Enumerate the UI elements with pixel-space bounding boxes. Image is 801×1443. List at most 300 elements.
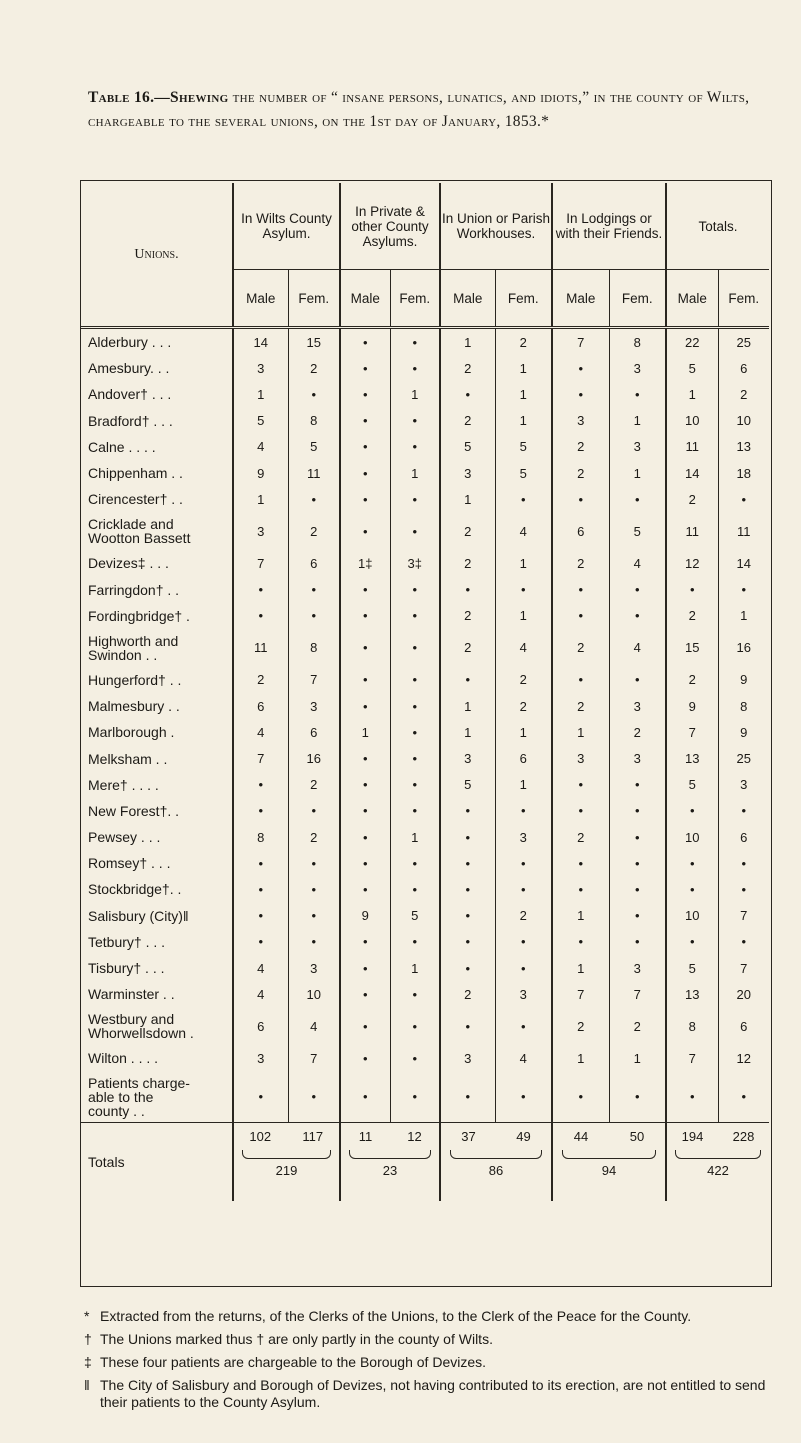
table-cell: 9 (718, 667, 769, 693)
total-pair (233, 1122, 340, 1201)
table-cell: 2 (552, 629, 609, 667)
table-row (81, 850, 769, 876)
table-cell: • (666, 577, 718, 603)
table-row (81, 693, 769, 719)
table-cell: 2 (440, 355, 495, 381)
table-cell: 8 (666, 1007, 718, 1045)
table-cell: 10 (288, 981, 340, 1007)
table-row (81, 1072, 769, 1123)
table-cell: 8 (288, 629, 340, 667)
table-cell: • (390, 1072, 440, 1123)
table-cell: • (495, 955, 552, 981)
table-cell: 5 (609, 512, 666, 550)
table-cell: 9 (233, 460, 288, 486)
union-name-line: Marlborough . (88, 724, 175, 741)
table-row (81, 408, 769, 434)
total-sum: 219 (275, 1162, 298, 1178)
union-name-line: New Forest†. . (88, 802, 180, 819)
union-name-line: Wootton Bassett (88, 530, 191, 547)
male-subheader: Male (440, 270, 495, 328)
table-cell: 1 (552, 719, 609, 745)
union-name-line: Fordingbridge† . (88, 607, 190, 624)
table-cell: • (666, 1072, 718, 1123)
table-cell: 2 (552, 1007, 609, 1045)
table-cell: 6 (718, 1007, 769, 1045)
table-cell: • (609, 903, 666, 929)
table-cell: 1 (552, 1045, 609, 1071)
table-cell: • (233, 929, 288, 955)
table-cell: • (340, 408, 390, 434)
total-sum: 422 (707, 1162, 729, 1178)
table-cell: 5 (440, 434, 495, 460)
table-cell: 3 (233, 1045, 288, 1071)
table-cell: • (340, 745, 390, 771)
table-cell: • (609, 486, 666, 512)
table-cell: 3 (440, 460, 495, 486)
table-cell: • (390, 719, 440, 745)
table-cell: • (390, 693, 440, 719)
table-cell: • (495, 577, 552, 603)
table-cell: 3 (552, 745, 609, 771)
table-cell: 5 (666, 772, 718, 798)
table-cell: 2 (288, 512, 340, 550)
union-name (81, 981, 233, 1007)
table-cell: 5 (495, 460, 552, 486)
table-cell: • (552, 876, 609, 902)
table-cell: • (233, 1072, 288, 1123)
table-cell: 3 (609, 745, 666, 771)
table-cell: 6 (288, 550, 340, 576)
table-cell: 11 (718, 512, 769, 550)
union-name-line: Andover† . . . (88, 386, 172, 403)
table-cell: 7 (666, 1045, 718, 1071)
union-name-line: Stockbridge†. . (88, 881, 182, 898)
table-cell: • (440, 798, 495, 824)
table-cell: • (440, 824, 495, 850)
table-cell: • (340, 1007, 390, 1045)
table-cell: 15 (288, 328, 340, 356)
table-cell: • (233, 603, 288, 629)
table-cell: • (609, 1072, 666, 1123)
table-cell: • (718, 1072, 769, 1123)
table-cell: • (288, 876, 340, 902)
union-name-line: Pewsey . . . (88, 829, 161, 846)
table-cell: 14 (666, 460, 718, 486)
table-cell: • (609, 876, 666, 902)
footnote-mark: ‖ (84, 1377, 90, 1393)
table-cell: • (340, 693, 390, 719)
table-cell: • (340, 850, 390, 876)
table-cell: 3 (440, 1045, 495, 1071)
table-cell: 3‡ (390, 550, 440, 576)
table-cell: • (718, 876, 769, 902)
table-cell: 1 (233, 486, 288, 512)
union-name-line: Bradford† . . . (88, 412, 173, 429)
totals-label: Totals (88, 1153, 125, 1170)
union-name (81, 629, 233, 667)
union-name (81, 550, 233, 576)
table-cell: • (495, 1007, 552, 1045)
union-name-line: Devizes‡ . . . (88, 555, 169, 572)
table-cell: • (390, 876, 440, 902)
table-cell: • (288, 577, 340, 603)
table-cell: 2 (495, 903, 552, 929)
table-cell: • (552, 1072, 609, 1123)
table-cell: • (288, 603, 340, 629)
table-row (81, 719, 769, 745)
table-cell: 9 (718, 719, 769, 745)
table-cell: • (440, 577, 495, 603)
union-name-line: Patients charge- (88, 1074, 190, 1091)
table-cell: 10 (718, 408, 769, 434)
table-cell: 25 (718, 745, 769, 771)
footnote-mark: * (84, 1308, 90, 1324)
table-cell: 5 (666, 355, 718, 381)
table-cell: 1 (340, 719, 390, 745)
union-name-line: Westbury and (88, 1011, 175, 1028)
table-cell: 10 (666, 824, 718, 850)
table-cell: 5 (666, 955, 718, 981)
table-cell: 6 (718, 824, 769, 850)
table-cell: 3 (609, 434, 666, 460)
table-cell: • (552, 577, 609, 603)
table-cell: • (440, 903, 495, 929)
male-subheader: Male (340, 270, 390, 328)
union-name-line: Highworth and (88, 632, 179, 649)
table-cell: • (666, 850, 718, 876)
union-name (81, 381, 233, 407)
table-cell: 6 (288, 719, 340, 745)
table-cell: 1 (552, 903, 609, 929)
table-cell: • (552, 381, 609, 407)
table-cell: 9 (340, 903, 390, 929)
table-cell: 11 (666, 512, 718, 550)
table-row (81, 1045, 769, 1071)
table-cell: • (552, 772, 609, 798)
table-cell: • (390, 1045, 440, 1071)
table-cell: • (390, 328, 440, 356)
table-cell: 11 (288, 460, 340, 486)
table-cell: • (390, 355, 440, 381)
table-cell: • (609, 772, 666, 798)
group-header-workhouses: In Union or Parish Workhouses. (440, 183, 552, 270)
table-cell: 8 (609, 328, 666, 356)
table-cell: 2 (288, 772, 340, 798)
table-cell: 1 (440, 328, 495, 356)
table-cell: 1 (440, 719, 495, 745)
total-fem: 12 (407, 1128, 422, 1144)
union-name-line: Warminster . . (88, 986, 175, 1003)
table-cell: • (233, 850, 288, 876)
total-brace (562, 1150, 656, 1159)
table-cell: 2 (440, 550, 495, 576)
table-cell: • (340, 876, 390, 902)
footnote (84, 1308, 774, 1325)
union-name (81, 1007, 233, 1045)
table-cell: 5 (288, 434, 340, 460)
table-cell: • (340, 486, 390, 512)
union-name-line: able to the (88, 1088, 154, 1105)
union-name (81, 486, 233, 512)
table-cell: 3 (233, 355, 288, 381)
table-cell: 2 (552, 434, 609, 460)
table-cell: 2 (440, 603, 495, 629)
totals-label-cell (81, 1122, 233, 1201)
table-cell: • (390, 667, 440, 693)
table-cell: • (440, 955, 495, 981)
total-brace (675, 1150, 761, 1159)
table-row (81, 603, 769, 629)
total-sum: 23 (382, 1162, 398, 1178)
table-row (81, 512, 769, 550)
union-name (81, 719, 233, 745)
table-cell: • (340, 434, 390, 460)
fem-subheader: Fem. (495, 270, 552, 328)
table-cell: 2 (552, 824, 609, 850)
totals-row (81, 1122, 769, 1201)
table-cell: 1 (390, 381, 440, 407)
union-name (81, 772, 233, 798)
table-cell: • (440, 1072, 495, 1123)
table-cell: • (609, 381, 666, 407)
total-pair (666, 1122, 769, 1201)
group-header-county-asylum: In Wilts County Asylum. (233, 183, 340, 270)
table-cell: • (340, 955, 390, 981)
table-cell: 7 (666, 719, 718, 745)
table-cell: 2 (440, 512, 495, 550)
total-brace (349, 1150, 431, 1159)
insane-persons-table (81, 183, 769, 1201)
table-cell: • (440, 1007, 495, 1045)
table-cell: 3 (718, 772, 769, 798)
table-cell: 5 (440, 772, 495, 798)
table-cell: 2 (552, 550, 609, 576)
table-cell: 7 (552, 981, 609, 1007)
table-cell: 11 (233, 629, 288, 667)
table-cell: 22 (666, 328, 718, 356)
table-cell: • (288, 1072, 340, 1123)
table-row (81, 798, 769, 824)
union-name-line: Tetbury† . . . (88, 933, 166, 950)
table-cell: 15 (666, 629, 718, 667)
table-cell: • (340, 929, 390, 955)
table-cell: • (340, 328, 390, 356)
table-cell: 3 (495, 824, 552, 850)
table-cell: 2 (288, 824, 340, 850)
union-name (81, 876, 233, 902)
table-cell: • (340, 824, 390, 850)
total-fem: 228 (732, 1128, 755, 1144)
table-row (81, 355, 769, 381)
union-name (81, 577, 233, 603)
table-cell: • (390, 577, 440, 603)
total-brace (450, 1150, 542, 1159)
footnotes (84, 1308, 774, 1417)
table-row (81, 876, 769, 902)
table-cell: 1 (390, 824, 440, 850)
table-cell: • (390, 1007, 440, 1045)
union-name-line: Hungerford† . . (88, 671, 182, 688)
table-cell: 2 (666, 486, 718, 512)
table-cell: • (390, 512, 440, 550)
table-cell: • (340, 512, 390, 550)
table-cell: • (340, 772, 390, 798)
footnote-text: These four patients are chargeable to the Borough of Devizes. (100, 1354, 487, 1370)
table-cell: • (495, 876, 552, 902)
table-cell: • (495, 929, 552, 955)
footnote-text: The Unions marked thus † are only partly in the county of Wilts. (100, 1331, 493, 1347)
table-cell: • (340, 1072, 390, 1123)
table-cell: 1 (495, 772, 552, 798)
table-cell: • (233, 876, 288, 902)
table-cell: • (390, 408, 440, 434)
table-cell: • (609, 603, 666, 629)
total-male: 44 (573, 1128, 589, 1144)
union-name-line: Romsey† . . . (88, 855, 171, 872)
table-cell: • (552, 798, 609, 824)
table-cell: • (666, 876, 718, 902)
table-cell: • (390, 434, 440, 460)
table-cell: 1 (495, 408, 552, 434)
table-cell: 11 (666, 434, 718, 460)
table-cell: 1 (495, 355, 552, 381)
table-cell: 3 (288, 693, 340, 719)
table-cell: • (340, 1045, 390, 1071)
table-cell: 3 (609, 355, 666, 381)
table-cell: 7 (233, 745, 288, 771)
total-male: 11 (358, 1128, 373, 1144)
table-cell: • (552, 486, 609, 512)
union-name-line: Salisbury (City)‖ (88, 907, 189, 924)
union-name-line: Chippenham . . (88, 465, 183, 482)
table-cell: 6 (552, 512, 609, 550)
table-cell: • (340, 629, 390, 667)
fem-subheader: Fem. (390, 270, 440, 328)
total-male: 37 (461, 1128, 476, 1144)
table-cell: • (340, 355, 390, 381)
total-pair (440, 1122, 552, 1201)
table-cell: 4 (609, 629, 666, 667)
table-cell: 1 (495, 381, 552, 407)
table-cell: 13 (666, 981, 718, 1007)
table-cell: • (288, 850, 340, 876)
table-cell: 14 (718, 550, 769, 576)
union-name-line: Tisbury† . . . (88, 960, 165, 977)
table-cell: 13 (718, 434, 769, 460)
table-cell: 12 (666, 550, 718, 576)
table-label: Table 16.—Shewing (88, 89, 229, 106)
table-cell: 1 (495, 719, 552, 745)
table-cell: • (390, 629, 440, 667)
table-cell: • (288, 486, 340, 512)
male-subheader: Male (552, 270, 609, 328)
table-cell: • (233, 772, 288, 798)
table-cell: 2 (552, 693, 609, 719)
table-row (81, 824, 769, 850)
union-name (81, 512, 233, 550)
table-cell: • (233, 577, 288, 603)
union-name-line: Swindon . . (88, 646, 158, 663)
total-pair (552, 1122, 666, 1201)
table-cell: 3 (233, 512, 288, 550)
table-row (81, 629, 769, 667)
table-cell: • (390, 486, 440, 512)
table-cell: • (440, 850, 495, 876)
table-row (81, 1007, 769, 1045)
table-cell: • (609, 824, 666, 850)
union-name (81, 824, 233, 850)
total-sum: 86 (488, 1162, 504, 1178)
table-cell: • (233, 798, 288, 824)
table-cell: 2 (718, 381, 769, 407)
footnote-text: Extracted from the returns, of the Clerks of the Unions, to the Clerk of the Peace for the County. (100, 1308, 692, 1324)
union-name-line: Whorwellsdown . (88, 1025, 194, 1042)
table-row (81, 486, 769, 512)
table-cell: 4 (495, 629, 552, 667)
table-cell: 2 (440, 408, 495, 434)
table-cell: • (666, 798, 718, 824)
union-name-line: Mere† . . . . (88, 776, 159, 793)
union-name (81, 903, 233, 929)
table-row (81, 667, 769, 693)
table-cell: • (552, 929, 609, 955)
table-cell: 1 (440, 693, 495, 719)
table-cell: 25 (718, 328, 769, 356)
table-cell: 4 (609, 550, 666, 576)
table-cell: 1 (440, 486, 495, 512)
table-cell: • (288, 903, 340, 929)
table-cell: 1 (495, 603, 552, 629)
table-cell: 1 (609, 1045, 666, 1071)
table-cell: • (552, 667, 609, 693)
table-cell: 4 (233, 434, 288, 460)
table-cell: 4 (288, 1007, 340, 1045)
table-cell: • (288, 929, 340, 955)
table-row (81, 577, 769, 603)
table-cell: • (718, 486, 769, 512)
table-cell: 1 (666, 381, 718, 407)
table-cell: 3 (440, 745, 495, 771)
table-cell: 2 (440, 981, 495, 1007)
union-name-line: Alderbury . . . (88, 334, 172, 351)
union-name (81, 1045, 233, 1071)
table-cell: 6 (495, 745, 552, 771)
table-row (81, 550, 769, 576)
table-caption: the number of “ insane persons, lunatics, and idiots,” in the county of Wilts, chargeable to the several unions, on the 1st day of January, 1853.* (88, 89, 750, 130)
table-cell: • (340, 381, 390, 407)
table-row (81, 381, 769, 407)
union-name-line: Cirencester† . . (88, 491, 183, 508)
table-cell: 2 (666, 603, 718, 629)
table-cell: 1 (609, 408, 666, 434)
table-cell: • (495, 1072, 552, 1123)
union-name (81, 929, 233, 955)
union-name (81, 745, 233, 771)
table-cell: • (609, 577, 666, 603)
table-cell: 5 (233, 408, 288, 434)
table-cell: 6 (233, 693, 288, 719)
total-fem: 50 (629, 1128, 645, 1144)
group-header-lodgings: In Lodgings or with their Friends. (552, 183, 666, 270)
table-cell: 18 (718, 460, 769, 486)
table-cell: • (390, 798, 440, 824)
table-cell: • (552, 603, 609, 629)
male-subheader: Male (666, 270, 718, 328)
table-cell: 1 (390, 460, 440, 486)
table-cell: 3 (552, 408, 609, 434)
table-cell: 2 (609, 1007, 666, 1045)
union-name-line: Cricklade and (88, 516, 174, 533)
